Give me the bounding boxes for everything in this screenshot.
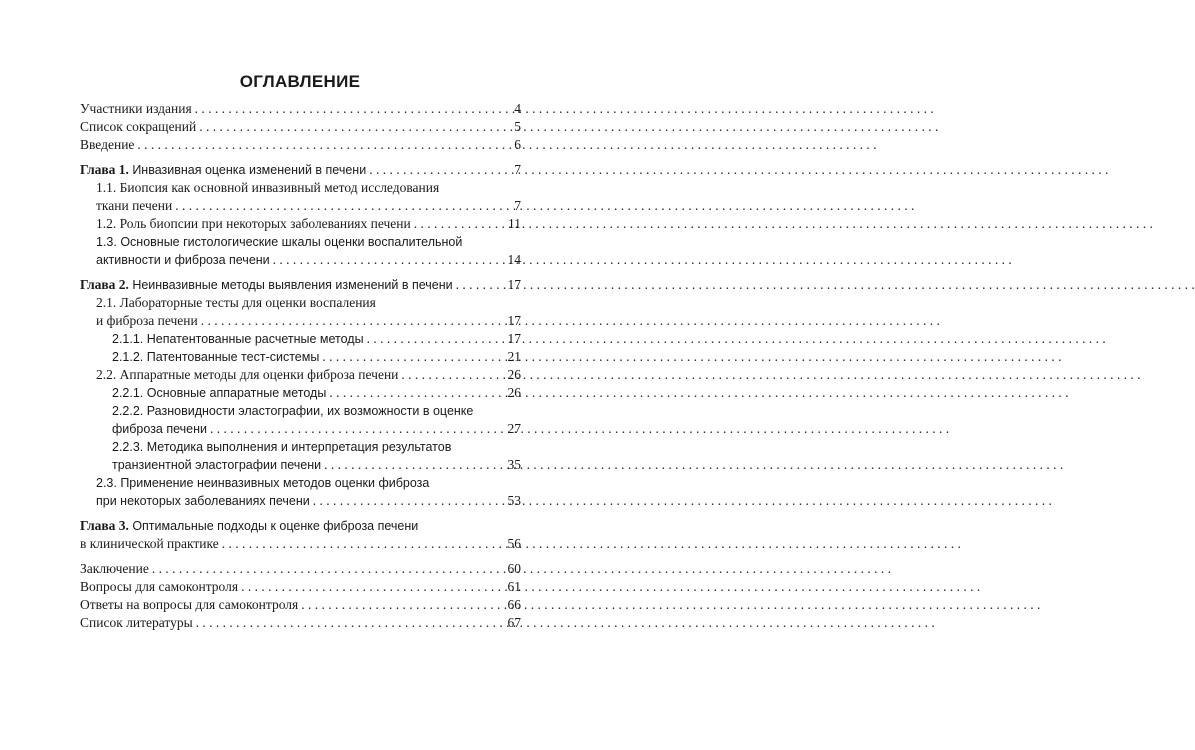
leader-dots — [329, 384, 504, 402]
toc-entry-text: 2.1. Лабораторные тесты для оценки воспаления — [96, 295, 376, 310]
toc-page-number: 6 — [514, 137, 521, 152]
toc-section-1-2[interactable] — [80, 215, 521, 233]
leader-dots — [367, 330, 505, 348]
toc-chapter-2[interactable] — [80, 276, 521, 294]
toc-section-2-2[interactable] — [80, 366, 521, 384]
toc-page-number: 11 — [508, 216, 521, 231]
leader-dots — [322, 348, 504, 366]
toc-entry-text: 1.1. Биопсия как основной инвазивный метод исследования — [96, 180, 440, 195]
toc-entry-text: Участники издания — [80, 101, 192, 116]
chapter-label: Глава 1. — [80, 162, 129, 177]
toc-entry-text: Введение — [80, 137, 135, 152]
toc-entry-text: 2.2.1. Основные аппаратные методы — [112, 386, 327, 400]
toc-entry-self-check-questions[interactable] — [80, 578, 521, 596]
toc-entry-answers[interactable] — [80, 596, 521, 614]
toc-section-2-2-2[interactable] — [80, 420, 521, 438]
leader-dots — [199, 118, 511, 136]
toc-entry-participants[interactable] — [80, 100, 521, 118]
chapter-label: Глава 3. — [80, 518, 129, 533]
toc-entry-text: и фиброза печени — [96, 313, 198, 328]
leader-dots — [137, 136, 511, 154]
toc-page-number: 17 — [507, 313, 521, 328]
toc-section-2-3-line1[interactable] — [80, 474, 521, 492]
toc-page-number: 27 — [507, 421, 521, 436]
toc-entry-introduction[interactable] — [80, 136, 521, 154]
leader-dots — [222, 535, 505, 553]
toc-section-1-3[interactable] — [80, 251, 521, 269]
leader-dots — [324, 456, 504, 474]
toc-entry-text: 1.2. Роль биопсии при некоторых заболеваниях печени — [96, 216, 411, 231]
toc-page-number: 5 — [514, 119, 521, 134]
toc-section-2-2-3-line1[interactable] — [80, 438, 521, 456]
leader-dots — [210, 420, 504, 438]
toc-page-number: 26 — [507, 385, 521, 400]
toc-page-number: 61 — [507, 579, 521, 594]
page-title: ОГЛАВЛЕНИЕ — [239, 72, 361, 91]
toc-entry-text: 2.3. Применение неинвазивных методов оценки фиброза — [96, 476, 430, 490]
toc-entry-references[interactable] — [80, 614, 521, 632]
leader-dots — [152, 560, 505, 578]
toc-section-1-1-line1[interactable] — [80, 179, 521, 197]
toc-entry-text: 2.2. Аппаратные методы для оценки фиброза печени — [96, 367, 399, 382]
toc-entry-text: ткани печени — [96, 198, 173, 213]
toc-page-number: 26 — [507, 367, 521, 382]
toc-entry-text: Список сокращений — [80, 119, 197, 134]
toc-section-1-1[interactable] — [80, 197, 521, 215]
toc-entry-text: фиброза печени — [112, 422, 208, 436]
toc-chapter-3-line1[interactable] — [80, 517, 521, 535]
chapter-title: Неинвазивные методы выявления изменений в печени — [132, 278, 453, 292]
leader-dots — [313, 492, 505, 510]
toc-entry-text: 1.3. Основные гистологические шкалы оценки воспалительной — [96, 235, 463, 249]
toc-page-number: 17 — [507, 331, 521, 346]
toc-entry-conclusion[interactable] — [80, 560, 521, 578]
toc-entry-text: Ответы на вопросы для самоконтроля — [80, 597, 299, 612]
toc-page-number: 17 — [507, 277, 521, 292]
leader-dots — [301, 596, 504, 614]
toc-section-2-1-1[interactable] — [80, 330, 521, 348]
chapter-title: Инвазивная оценка изменений в печени — [132, 163, 367, 177]
toc-page-number: 67 — [507, 615, 521, 630]
toc-page-number: 66 — [507, 597, 521, 612]
toc-section-2-3[interactable] — [80, 492, 521, 510]
toc-entry-text: 2.2.2. Разновидности эластографии, их возможности в оценке — [112, 404, 474, 418]
toc-entry-text: при некоторых заболеваниях печени — [96, 494, 310, 508]
leader-dots — [369, 161, 511, 179]
toc-entry-text: транзиентной эластографии печени — [112, 458, 322, 472]
toc-entry-text: Список литературы — [80, 615, 193, 630]
toc-page-number: 56 — [507, 536, 521, 551]
toc-entry-text: активности и фиброза печени — [96, 253, 270, 267]
toc-page-number: 53 — [507, 493, 521, 508]
toc-entry-abbreviations[interactable] — [80, 118, 521, 136]
toc-page-number: 14 — [507, 252, 521, 267]
chapter-label: Глава 2. — [80, 277, 129, 292]
leader-dots — [175, 197, 511, 215]
toc-entry-text: 2.1.2. Патентованные тест-системы — [112, 350, 320, 364]
toc-section-2-1[interactable] — [80, 312, 521, 330]
toc-page-number: 21 — [507, 349, 521, 364]
chapter-title: Оптимальные подходы к оценке фиброза печени — [132, 519, 419, 533]
table-of-contents — [80, 100, 521, 632]
leader-dots — [401, 366, 504, 384]
toc-page-number: 4 — [514, 101, 521, 116]
toc-section-2-1-line1[interactable] — [80, 294, 521, 312]
toc-entry-text: Заключение — [80, 561, 149, 576]
toc-chapter-1[interactable] — [80, 161, 521, 179]
leader-dots — [195, 100, 512, 118]
toc-entry-text: 2.2.3. Методика выполнения и интерпретация результатов — [112, 440, 452, 454]
toc-entry-text: в клинической практике — [80, 536, 219, 551]
leader-dots — [196, 614, 505, 632]
toc-section-2-2-2-line1[interactable] — [80, 402, 521, 420]
toc-page-number: 60 — [507, 561, 521, 576]
toc-chapter-3[interactable] — [80, 535, 521, 553]
leader-dots — [201, 312, 505, 330]
toc-page-number: 35 — [507, 457, 521, 472]
toc-section-2-1-2[interactable] — [80, 348, 521, 366]
toc-entry-text: Вопросы для самоконтроля — [80, 579, 239, 594]
leader-dots — [273, 251, 505, 269]
leader-dots — [456, 276, 505, 294]
leader-dots — [414, 215, 505, 233]
leader-dots — [241, 578, 504, 596]
toc-section-1-3-line1[interactable] — [80, 233, 521, 251]
toc-page-number: 7 — [514, 162, 521, 177]
toc-entry-text: 2.1.1. Непатентованные расчетные методы — [112, 332, 364, 346]
toc-section-2-2-3[interactable] — [80, 456, 521, 474]
toc-section-2-2-1[interactable] — [80, 384, 521, 402]
toc-page-number: 7 — [514, 198, 521, 213]
